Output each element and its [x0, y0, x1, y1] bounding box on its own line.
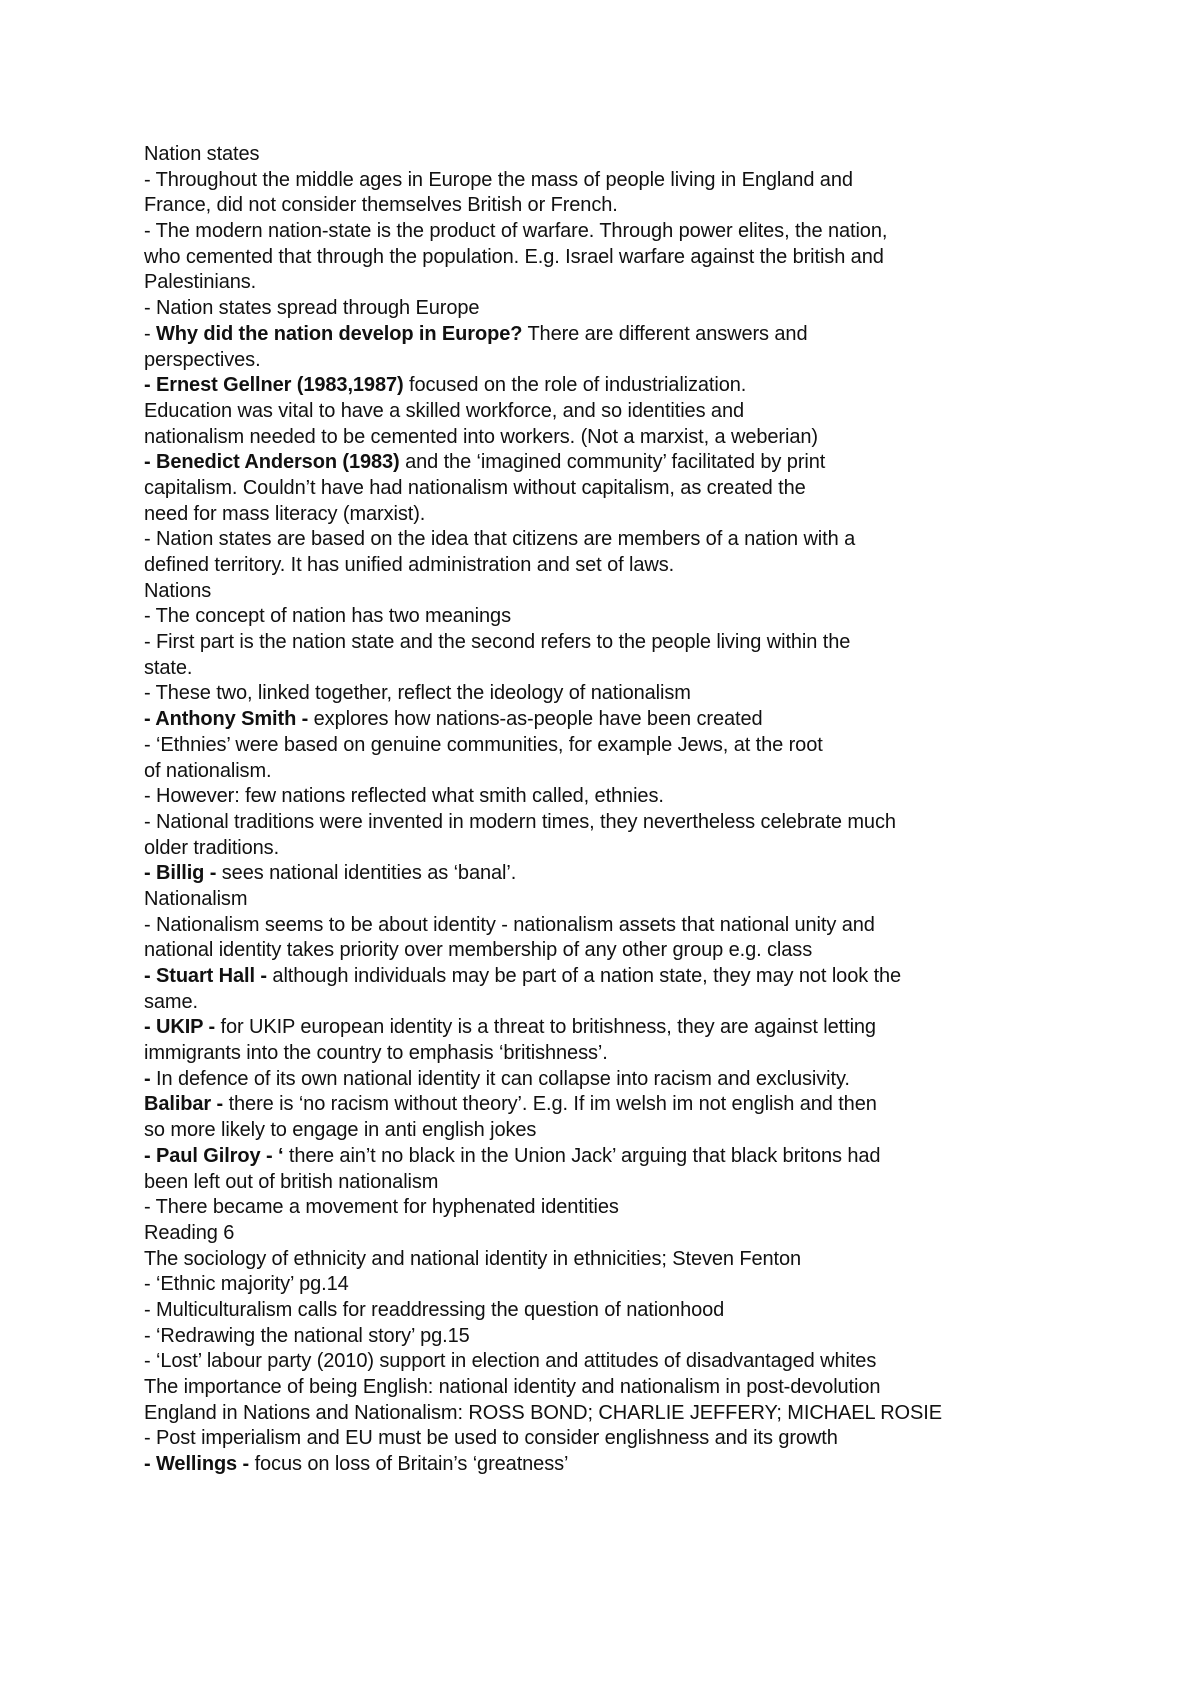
text-run: so more likely to engage in anti english jokes	[144, 1119, 537, 1142]
bold-text-run: - Ernest Gellner (1983,1987)	[144, 374, 404, 397]
bold-text-run: - Stuart Hall -	[144, 965, 267, 987]
text-run: - These two, linked together, reflect the ideology of nationalism	[144, 682, 691, 705]
text-run: Nation states	[144, 143, 260, 165]
text-run: -	[144, 322, 157, 345]
text-line	[144, 1092, 1144, 1118]
text-line	[144, 604, 1144, 630]
text-run: and the ‘imagined community’ facilitated by print	[399, 451, 826, 474]
bold-text-run: Why did the nation develop in Europe?	[156, 322, 523, 345]
text-line	[144, 527, 1144, 553]
text-line	[144, 630, 1144, 656]
text-run: explores how nations-as-people have been created	[308, 708, 763, 731]
text-run: focused on the role of industrialization.	[403, 374, 747, 397]
text-line	[144, 245, 1144, 271]
text-run: There are different answers and	[522, 322, 808, 345]
text-run: The sociology of ethnicity and national identity in ethnicities; Steven Fenton	[144, 1247, 802, 1270]
text-line	[144, 193, 1144, 219]
text-line	[144, 810, 1144, 836]
text-run: Palestinians.	[144, 271, 257, 294]
text-line	[144, 913, 1144, 939]
text-run: Nationalism	[144, 887, 248, 910]
text-line	[144, 168, 1144, 194]
text-line	[144, 1452, 1144, 1478]
text-run: capitalism. Couldn’t have had nationalism without capitalism, as created the	[144, 476, 806, 499]
text-line	[144, 1298, 1144, 1324]
text-line	[144, 1067, 1144, 1093]
text-line	[144, 296, 1144, 322]
text-line	[144, 502, 1144, 528]
text-line	[144, 579, 1144, 605]
text-run: older traditions.	[144, 836, 280, 859]
text-line	[144, 553, 1144, 579]
text-line	[144, 270, 1144, 296]
text-run: - There became a movement for hyphenated identities	[144, 1196, 619, 1219]
bold-text-run: - Benedict Anderson (1983)	[144, 451, 400, 474]
text-run: nationalism needed to be cemented into workers. (Not a marxist, a weberian)	[144, 425, 818, 448]
text-line	[144, 399, 1144, 425]
text-run: there ain’t no black in the Union Jack’ arguing that black britons had	[283, 1144, 881, 1167]
text-run: - However: few nations reflected what smith called, ethnies.	[144, 785, 664, 808]
text-line	[144, 348, 1144, 374]
text-run: - Throughout the middle ages in Europe the mass of people living in England and	[144, 168, 853, 191]
text-run: although individuals may be part of a nation state, they may not look the	[266, 965, 902, 987]
text-run: The importance of being English: national identity and nationalism in post-devolution	[144, 1376, 881, 1398]
bold-text-run: -	[144, 1067, 151, 1090]
text-line	[144, 1426, 1144, 1452]
text-run: - Post imperialism and EU must be used to consider englishness and its growth	[144, 1427, 838, 1450]
text-line	[144, 373, 1144, 399]
text-run: - Nation states spread through Europe	[144, 297, 480, 320]
text-line	[144, 322, 1144, 348]
text-run: been left out of british nationalism	[144, 1170, 439, 1193]
text-line	[144, 938, 1144, 964]
text-line	[144, 784, 1144, 810]
text-run: - Multiculturalism calls for readdressing the question of nationhood	[144, 1298, 725, 1321]
text-line	[144, 219, 1144, 245]
text-run: - Nation states are based on the idea that citizens are members of a nation with a	[144, 528, 856, 551]
bold-text-run: - UKIP -	[144, 1016, 216, 1039]
text-line	[144, 476, 1144, 502]
text-line	[144, 1324, 1144, 1350]
text-run: state.	[144, 656, 193, 679]
text-run: - The modern nation-state is the product of warfare. Through power elites, the nation,	[144, 220, 888, 243]
text-line	[144, 1195, 1144, 1221]
text-line	[144, 1247, 1144, 1273]
text-run: defined territory. It has unified administration and set of laws.	[144, 554, 675, 576]
bold-text-run: Balibar -	[144, 1093, 224, 1116]
document-body	[144, 142, 1144, 1478]
text-run: - ‘Redrawing the national story’ pg.15	[144, 1324, 470, 1347]
bold-text-run: - Paul Gilroy - ‘	[144, 1144, 284, 1167]
text-run: of nationalism.	[144, 759, 272, 782]
text-line	[144, 1401, 1144, 1427]
bold-text-run: - Billig -	[144, 862, 217, 885]
text-line	[144, 142, 1144, 168]
text-line	[144, 450, 1144, 476]
text-run: national identity takes priority over membership of any other group e.g. class	[144, 939, 813, 962]
text-run: immigrants into the country to emphasis ‘britishness’.	[144, 1042, 608, 1065]
text-line	[144, 759, 1144, 785]
text-run: Education was vital to have a skilled workforce, and so identities and	[144, 399, 745, 422]
text-line	[144, 964, 1144, 990]
text-line	[144, 1041, 1144, 1067]
text-run: In defence of its own national identity it can collapse into racism and exclusivity.	[150, 1067, 850, 1090]
text-run: for UKIP european identity is a threat to britishness, they are against letting	[215, 1016, 876, 1039]
text-run: - Nationalism seems to be about identity - nationalism assets that national unity and	[144, 913, 875, 936]
text-line	[144, 1375, 1144, 1401]
text-line	[144, 425, 1144, 451]
text-line	[144, 1349, 1144, 1375]
text-line	[144, 681, 1144, 707]
text-line	[144, 1015, 1144, 1041]
text-run: there is ‘no racism without theory’. E.g. If im welsh im not english and then	[223, 1093, 877, 1116]
text-run: Reading 6	[144, 1221, 235, 1244]
text-line	[144, 861, 1144, 887]
text-run: - The concept of nation has two meanings	[144, 605, 511, 628]
text-line	[144, 887, 1144, 913]
text-run: - ‘Ethnic majority’ pg.14	[144, 1273, 349, 1296]
text-run: France, did not consider themselves British or French.	[144, 194, 618, 217]
text-line	[144, 656, 1144, 682]
text-line	[144, 733, 1144, 759]
text-line	[144, 1272, 1144, 1298]
text-run: - ‘Lost’ labour party (2010) support in election and attitudes of disadvantaged whites	[144, 1350, 877, 1373]
text-run: who cemented that through the population. E.g. Israel warfare against the british and	[144, 245, 884, 268]
bold-text-run: - Anthony Smith -	[144, 708, 309, 731]
text-run: Nations	[144, 579, 212, 602]
text-line	[144, 836, 1144, 862]
text-run: focus on loss of Britain’s ‘greatness’	[249, 1453, 569, 1476]
text-run: - First part is the nation state and the second refers to the people living within the	[144, 631, 851, 654]
text-line	[144, 990, 1144, 1016]
text-line	[144, 1144, 1144, 1170]
text-line	[144, 707, 1144, 733]
text-run: - ‘Ethnies’ were based on genuine communities, for example Jews, at the root	[144, 733, 823, 756]
text-run: perspectives.	[144, 348, 261, 371]
bold-text-run: - Wellings -	[144, 1453, 250, 1476]
text-run: same.	[144, 990, 198, 1013]
text-run: England in Nations and Nationalism: ROSS BOND; CHARLIE JEFFERY; MICHAEL ROSIE	[144, 1401, 942, 1424]
text-run: - National traditions were invented in modern times, they nevertheless celebrate much	[144, 810, 896, 833]
text-line	[144, 1170, 1144, 1196]
text-run: need for mass literacy (marxist).	[144, 502, 426, 525]
text-line	[144, 1221, 1144, 1247]
text-run: sees national identities as ‘banal’.	[216, 862, 517, 885]
text-line	[144, 1118, 1144, 1144]
